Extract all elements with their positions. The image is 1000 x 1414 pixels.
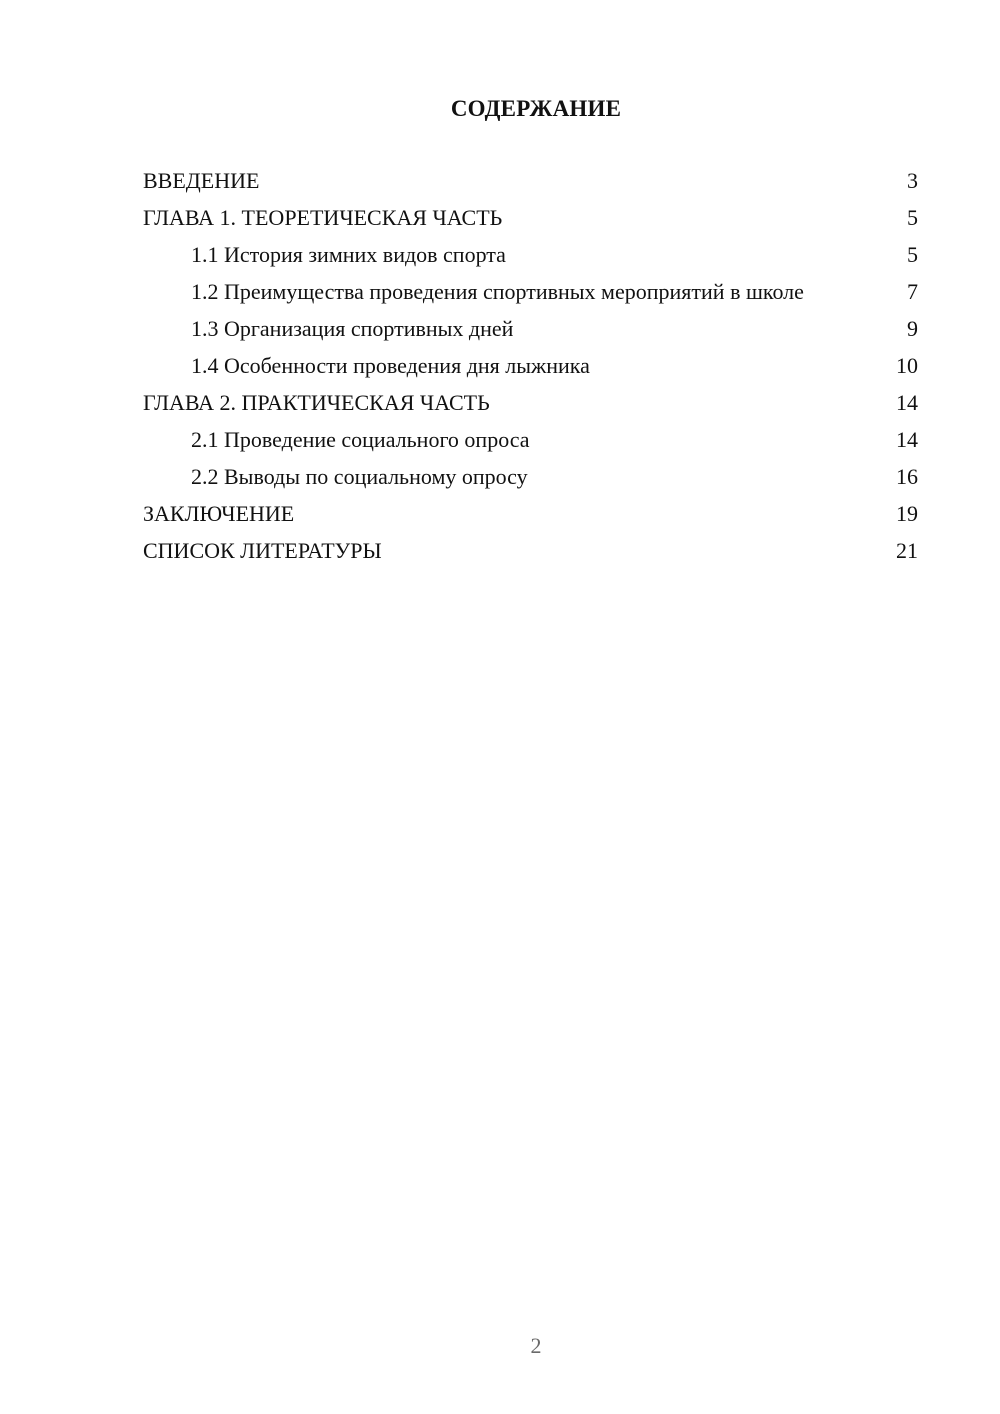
toc-entry-label: СПИСОК ЛИТЕРАТУРЫ bbox=[143, 538, 382, 563]
toc-entry bbox=[143, 538, 918, 564]
toc-entry bbox=[143, 205, 918, 231]
toc-title: СОДЕРЖАНИЕ bbox=[450, 96, 622, 121]
toc-entry-page: 5 bbox=[907, 205, 918, 230]
toc-entry-label: 2.2 Выводы по социальному опросу bbox=[191, 464, 528, 489]
toc-entry bbox=[143, 316, 918, 342]
toc-entry-label: 1.3 Организация спортивных дней bbox=[191, 316, 514, 341]
toc-entry-page: 14 bbox=[896, 390, 918, 415]
toc-entry bbox=[143, 353, 918, 379]
toc-entry bbox=[143, 279, 918, 305]
toc-entry-label: 2.1 Проведение социального опроса bbox=[191, 427, 530, 452]
toc-entry bbox=[143, 242, 918, 268]
toc-entry bbox=[143, 390, 918, 416]
toc-entry-page: 5 bbox=[907, 242, 918, 267]
toc-entry-page: 9 bbox=[907, 316, 918, 341]
toc-entry-label: 1.2 Преимущества проведения спортивных мероприятий в школе bbox=[191, 279, 804, 304]
toc-entry-page: 3 bbox=[907, 168, 918, 193]
page-number: 2 bbox=[530, 1333, 542, 1358]
toc-entry-page: 19 bbox=[896, 501, 918, 526]
toc-entry-page: 10 bbox=[896, 353, 918, 378]
toc-entry-label: ВВЕДЕНИЕ bbox=[143, 168, 260, 193]
toc-entry-label: 1.4 Особенности проведения дня лыжника bbox=[191, 353, 590, 378]
toc-entry-label: ГЛАВА 1. ТЕОРЕТИЧЕСКАЯ ЧАСТЬ bbox=[143, 205, 503, 230]
toc-entry-page: 21 bbox=[896, 538, 918, 563]
toc-entry-page: 7 bbox=[907, 279, 918, 304]
toc-entry-label: ЗАКЛЮЧЕНИЕ bbox=[143, 501, 295, 526]
toc-entry bbox=[143, 427, 918, 453]
toc-entry bbox=[143, 168, 918, 194]
table-of-contents bbox=[143, 168, 918, 575]
toc-entry-page: 16 bbox=[896, 464, 918, 489]
toc-entry-label: 1.1 История зимних видов спорта bbox=[191, 242, 506, 267]
toc-entry bbox=[143, 464, 918, 490]
toc-entry bbox=[143, 501, 918, 527]
toc-entry-label: ГЛАВА 2. ПРАКТИЧЕСКАЯ ЧАСТЬ bbox=[143, 390, 490, 415]
toc-entry-page: 14 bbox=[896, 427, 918, 452]
